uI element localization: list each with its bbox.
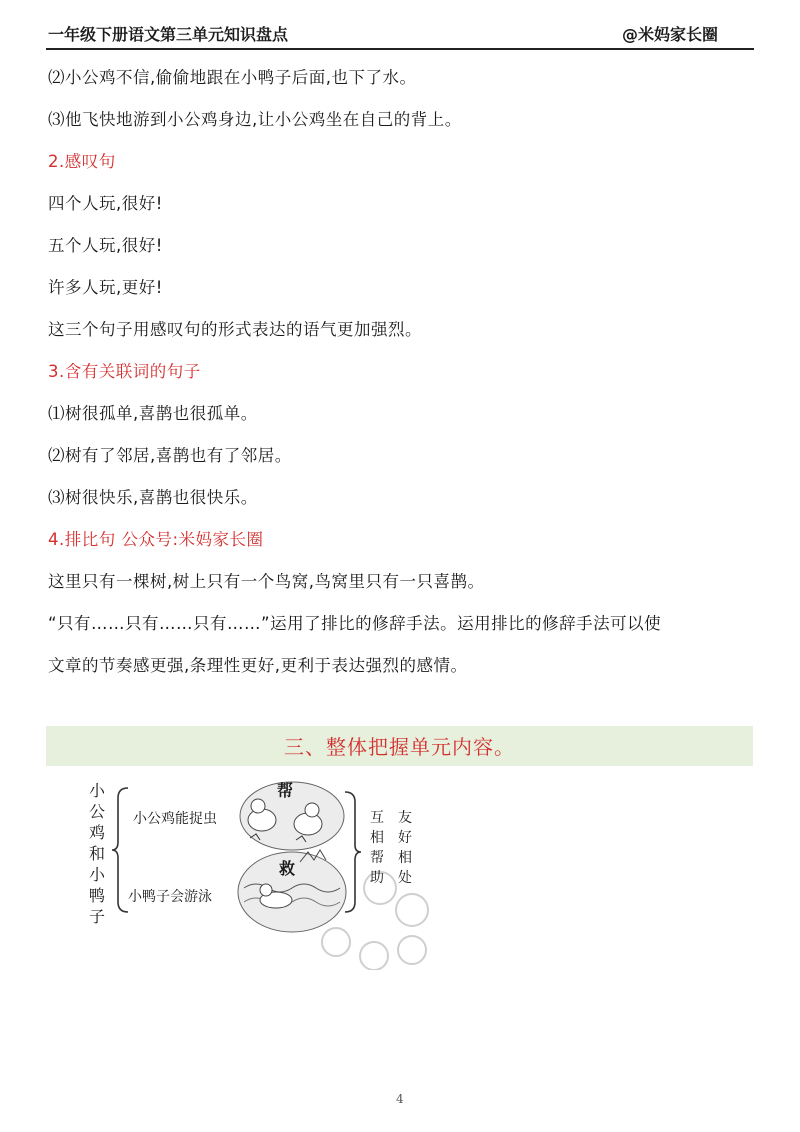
- badge-help: 帮: [277, 781, 294, 800]
- text-line: 四个人玩,很好!: [48, 194, 163, 213]
- right-brace: [345, 792, 361, 912]
- summary-char: 相: [370, 830, 384, 846]
- text-line: 许多人玩,更好!: [48, 278, 163, 297]
- text-line: “只有……只有……只有……”运用了排比的修辞手法。运用排比的修辞手法可以使: [48, 614, 662, 633]
- summary-col-1: [367, 808, 387, 888]
- title-char: 小: [88, 865, 105, 884]
- page-number: 4: [396, 1092, 404, 1106]
- diagram-item-2: 小鸭子会游泳: [128, 889, 212, 905]
- title-char: 鸭: [88, 886, 105, 905]
- unit-overview-diagram: [0, 770, 800, 970]
- title-char: 公: [88, 802, 105, 821]
- title-char: 鸡: [88, 823, 105, 842]
- title-char: 小: [88, 781, 105, 800]
- summary-char: 相: [398, 850, 412, 866]
- section-heading: 3.含有关联词的句子: [48, 362, 201, 381]
- text-line: ⑵树有了邻居,喜鹊也有了邻居。: [48, 446, 292, 465]
- text-line: ⑴树很孤单,喜鹊也很孤单。: [48, 404, 258, 423]
- summary-char: 帮: [370, 850, 384, 866]
- left-brace: [112, 788, 128, 912]
- title-char: 子: [88, 907, 105, 926]
- page-header: [46, 18, 754, 50]
- text-line: 这三个句子用感叹句的形式表达的语气更加强烈。: [48, 320, 422, 339]
- summary-char: 互: [370, 810, 384, 826]
- text-line: 五个人玩,很好!: [48, 236, 163, 255]
- summary-char: 好: [398, 830, 412, 846]
- text-line: 这里只有一棵树,树上只有一个鸟窝,鸟窝里只有一只喜鹊。: [48, 572, 485, 591]
- text-line: ⑶他飞快地游到小公鸡身边,让小公鸡坐在自己的背上。: [48, 110, 462, 129]
- summary-char: 助: [370, 870, 384, 886]
- section-heading: 4.排比句 公众号:米妈家长圈: [48, 530, 264, 549]
- title-char: 和: [88, 844, 105, 863]
- summary-char: 友: [398, 810, 412, 826]
- diagram-item-1: 小公鸡能捉虫: [133, 811, 217, 827]
- text-line: 文章的节奏感更强,条理性更好,更利于表达强烈的感情。: [48, 656, 468, 675]
- badge-rescue: 救: [279, 859, 296, 878]
- summary-char: 处: [398, 870, 412, 886]
- section-heading: 2.感叹句: [48, 152, 116, 171]
- summary-col-2: [395, 808, 415, 888]
- text-line: ⑵小公鸡不信,偷偷地跟在小鸭子后面,也下了水。: [48, 68, 417, 87]
- section-banner: 三、整体把握单元内容。: [46, 726, 753, 766]
- brand-label: @米妈家长圈: [621, 25, 718, 44]
- text-line: ⑶树很快乐,喜鹊也很快乐。: [48, 488, 258, 507]
- document-title: 一年级下册语文第三单元知识盘点: [48, 25, 289, 44]
